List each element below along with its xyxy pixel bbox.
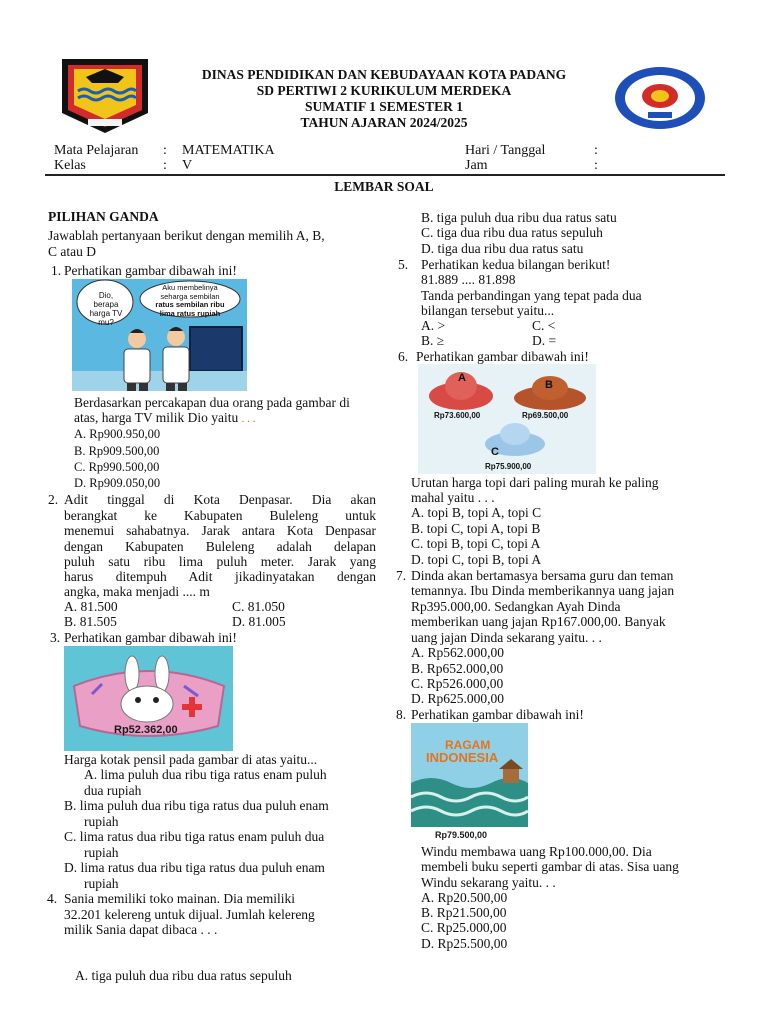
q3-pencil-case-image (64, 646, 233, 751)
subject-label: Mata Pelajaran (54, 143, 139, 158)
q2-option-a[interactable]: A. 81.500 (64, 599, 118, 614)
book-title-2: INDONESIA (426, 750, 499, 765)
q6-option-b[interactable]: B. topi C, topi A, topi B (411, 521, 541, 536)
q7-option-b[interactable]: B. Rp652.000,00 (411, 661, 504, 676)
q1-after-2-text: atas, harga TV milik Dio yaitu (74, 410, 239, 425)
q6-text: Perhatikan gambar dibawah ini! (416, 349, 589, 364)
q6-hats-image (418, 364, 596, 474)
q1-after-1: Berdasarkan percakapan dua orang pada gambar di (74, 395, 350, 410)
q1-after-2 (74, 410, 255, 428)
q3-option-c-cont: rupiah (84, 845, 119, 860)
q2-line-5: puluh satu ribu lima puluh meter. Jarak yang (64, 554, 376, 569)
q3-option-a-cont: dua rupiah (84, 783, 142, 798)
q5-line-2: bilangan tersebut yaitu... (421, 303, 555, 318)
q5-number: 5. (398, 257, 409, 272)
hat-c-price: Rp75.900,00 (485, 462, 532, 471)
q1-bubble-left-3: harga TV (89, 309, 123, 318)
time-label: Jam (465, 158, 488, 173)
hat-a-label: A (458, 372, 466, 384)
q2-line-1: Adit tinggal di Kota Denpasar. Dia akan (64, 492, 376, 507)
q6-option-a[interactable]: A. topi B, topi A, topi C (411, 505, 542, 520)
q3-option-b-cont: rupiah (84, 814, 119, 829)
header-school: SD PERTIWI 2 KURIKULUM MERDEKA (256, 83, 512, 98)
q2-line-4: dengan Kabupaten Buleleng adalah delapan (64, 539, 376, 554)
instruction-line-2: C atau D (48, 244, 96, 259)
q7-option-c[interactable]: C. Rp526.000,00 (411, 676, 504, 691)
q4-option-a[interactable]: A. tiga puluh dua ribu dua ratus sepuluh (75, 968, 292, 983)
q7-line-4: memberikan uang jajan Rp167.000,00. Banyak (411, 614, 666, 629)
q6-line-2: mahal yaitu . . . (411, 490, 495, 505)
q1-text: Perhatikan gambar dibawah ini! (64, 263, 237, 278)
q1-bubble-right-1: Aku membelinya (162, 283, 218, 292)
header-agency: DINAS PENDIDIKAN DAN KEBUDAYAAN KOTA PADANG (201, 67, 567, 82)
q5-text: Perhatikan kedua bilangan berikut! (421, 257, 611, 272)
q8-option-c[interactable]: C. Rp25.000,00 (421, 920, 507, 935)
q7-line-3: Rp395.000,00. Sedangkan Ayah Dinda (411, 599, 621, 614)
q4-line-3: milik Sania dapat dibaca . . . (64, 922, 218, 937)
q5-numbers: 81.889 .... 81.898 (421, 272, 516, 287)
q7-option-a[interactable]: A. Rp562.000,00 (411, 645, 505, 660)
q7-number: 7. (396, 568, 407, 583)
subject-value: MATEMATIKA (182, 143, 275, 158)
q1-option-c[interactable]: C. Rp990.500,00 (74, 460, 160, 474)
q4-number: 4. (47, 891, 58, 906)
q8-line-1: Windu membawa uang Rp100.000,00. Dia (421, 844, 652, 859)
q1-bubble-right-3: ratus sembilan ribu (155, 300, 225, 309)
q5-option-c[interactable]: C. < (532, 318, 556, 333)
page-title: LEMBAR SOAL (334, 179, 434, 194)
q3-text: Perhatikan gambar dibawah ini! (64, 630, 237, 645)
q5-option-a[interactable]: A. > (421, 318, 446, 333)
hat-b-price: Rp69.500,00 (522, 411, 569, 420)
class-value: V (182, 158, 193, 173)
q8-line-2: membeli buku seperti gambar di atas. Sisa uang (421, 859, 679, 874)
q1-number: 1. (51, 263, 62, 278)
q7-line-5: uang jajan Dinda sekarang yaitu. . . (411, 630, 602, 645)
q2-option-c[interactable]: C. 81.050 (232, 599, 285, 614)
time-colon: : (594, 158, 598, 173)
hat-b-label: B (545, 379, 553, 391)
q1-bubble-left-2: berapa (93, 300, 119, 309)
book-title-1: RAGAM (445, 738, 491, 752)
q4-option-c[interactable]: C. tiga dua ribu dua ratus sepuluh (421, 225, 603, 240)
day-label: Hari / Tanggal (465, 143, 546, 158)
header-divider (45, 174, 725, 176)
q8-line-3: Windu sekarang yaitu. . . (421, 875, 556, 890)
q6-option-d[interactable]: D. topi C, topi B, topi A (411, 552, 542, 567)
hat-c-label: C (491, 446, 499, 458)
q8-book-image (411, 723, 528, 843)
book-price: Rp79.500,00 (435, 830, 488, 840)
q4-option-d[interactable]: D. tiga dua ribu dua ratus satu (421, 241, 584, 256)
q2-line-3: menemui sahabatnya. Jarak antara Kota Denpasar (64, 523, 376, 538)
q3-option-c[interactable]: C. lima ratus dua ribu tiga ratus enam puluh dua (64, 829, 325, 844)
q6-option-c[interactable]: C. topi B, topi C, topi A (411, 536, 541, 551)
q2-number: 2. (48, 492, 59, 507)
q1-bubble-right-2: seharga sembilan (160, 291, 220, 301)
q1-after-2-dots: . . . (241, 413, 256, 425)
section-title: PILIHAN GANDA (48, 209, 159, 224)
q3-option-b[interactable]: B. lima puluh dua ribu tiga ratus dua puluh enam (64, 798, 329, 813)
header-year: TAHUN AJARAN 2024/2025 (300, 115, 468, 130)
q2-option-d[interactable]: D. 81.005 (232, 614, 286, 629)
q2-line-2: berangkat ke Kabupaten Buleleng untuk (64, 508, 376, 523)
q3-after: Harga kotak pensil pada gambar di atas yaitu... (64, 752, 318, 767)
q1-bubble-right-4: lima ratus rupiah (159, 308, 221, 318)
class-label: Kelas (54, 158, 86, 173)
q1-bubble-left-1: Dio, (98, 291, 114, 300)
day-colon: : (594, 143, 598, 158)
q8-option-a[interactable]: A. Rp20.500,00 (421, 890, 508, 905)
header-exam: SUMATIF 1 SEMESTER 1 (305, 99, 463, 114)
q5-line-1: Tanda perbandingan yang tepat pada dua (421, 288, 642, 303)
q1-option-b[interactable]: B. Rp909.500,00 (74, 444, 160, 458)
instruction-line-1: Jawablah pertanyaan berikut dengan memilih A, B, (48, 228, 325, 243)
q1-conversation-image (72, 279, 247, 391)
q4-line-2: 32.201 kelereng untuk dijual. Jumlah kelereng (64, 907, 315, 922)
q2-line-6: harus ditempuh Adit jikadinyatakan dengan (64, 569, 376, 584)
q6-number: 6. (398, 349, 409, 364)
q8-text: Perhatikan gambar dibawah ini! (411, 707, 584, 722)
q4-line-1: Sania memiliki toko mainan. Dia memiliki (64, 891, 295, 906)
q3-number: 3. (50, 630, 61, 645)
q1-option-d[interactable]: D. Rp909.050,00 (74, 476, 161, 490)
q8-option-d[interactable]: D. Rp25.500,00 (421, 936, 508, 951)
hat-a-price: Rp73.600,00 (434, 411, 481, 420)
q4-option-b[interactable]: B. tiga puluh dua ribu dua ratus satu (421, 210, 617, 225)
q3-option-a[interactable]: A. lima puluh dua ribu tiga ratus enam puluh (84, 767, 327, 782)
q8-number: 8. (396, 707, 407, 722)
q3-option-d-cont: rupiah (84, 876, 119, 891)
q8-option-b[interactable]: B. Rp21.500,00 (421, 905, 507, 920)
q7-line-1: Dinda akan bertamasya bersama guru dan teman (411, 568, 674, 583)
q6-line-1: Urutan harga topi dari paling murah ke paling (411, 475, 659, 490)
q1-bubble-left-4: mu? (98, 318, 114, 327)
q3-option-d[interactable]: D. lima ratus dua ribu tiga ratus dua puluh enam (64, 860, 325, 875)
q2-line-7: angka, maka menjadi .... m (64, 584, 210, 599)
class-colon: : (163, 158, 167, 173)
q5-option-d[interactable]: D. = (532, 333, 557, 348)
q1-option-a[interactable]: A. Rp900.950,00 (74, 427, 161, 441)
q3-price-tag: Rp52.362,00 (114, 724, 178, 736)
q2-option-b[interactable]: B. 81.505 (64, 614, 117, 629)
q7-option-d[interactable]: D. Rp625.000,00 (411, 691, 505, 706)
q7-line-2: temannya. Ibu Dinda memberikannya uang jajan (411, 583, 675, 598)
q5-option-b[interactable]: B. ≥ (421, 333, 445, 348)
subject-colon: : (163, 143, 167, 158)
